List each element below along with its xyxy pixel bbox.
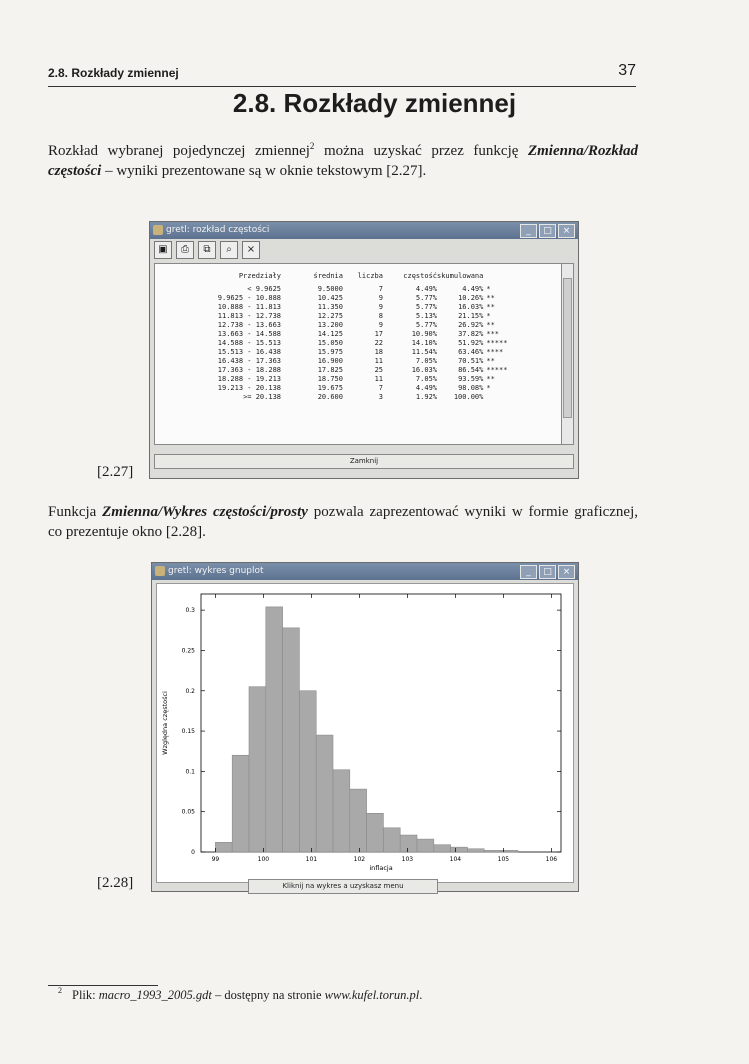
table-cell-mean: 15.050: [317, 339, 343, 347]
table-row: [163, 321, 526, 330]
table-cell-count: 9: [378, 303, 383, 311]
table-cell-count: 9: [378, 321, 383, 329]
table-cell-stars: [483, 393, 526, 402]
vertical-scrollbar[interactable]: [561, 263, 574, 445]
paragraph-2-text-b: pozwala zaprezentować wyniki w formie graficznej, co prezentuje okno [2.28].: [48, 504, 639, 540]
y-tick-label: 0.1: [185, 768, 195, 776]
gnuplot-window: [151, 562, 579, 892]
table-cell-interval: 13.663 - 14.588: [217, 330, 281, 338]
table-cell-interval: 18.288 - 19.213: [217, 375, 281, 383]
table-cell-stars: **: [486, 321, 495, 329]
running-header: [48, 64, 636, 87]
table-cell-cum: 51.92%: [458, 339, 484, 347]
figure-label-2-28: [2.28]: [97, 875, 134, 891]
table-cell-count: 3: [378, 393, 383, 401]
table-cell-mean: 16.900: [317, 357, 343, 365]
x-tick-label: 100: [257, 856, 270, 863]
table-cell-cum: 63.46%: [458, 348, 484, 356]
frequency-window-title: gretl: rozkład częstości: [166, 225, 270, 235]
y-tick-label: 0.2: [185, 687, 195, 695]
app-icon: [153, 225, 163, 235]
histogram-bar: [467, 849, 484, 852]
header-intervals: Przedziały: [238, 272, 281, 280]
table-cell-cum: 86.54%: [458, 366, 484, 374]
table-cell-interval: 19.213 - 20.138: [217, 384, 281, 392]
table-cell-interval: 12.738 - 13.663: [217, 321, 281, 329]
table-cell-interval: 17.363 - 18.288: [217, 366, 281, 374]
frequency-table: [163, 272, 526, 402]
table-cell-mean: 17.825: [317, 366, 343, 374]
table-cell-count: 25: [374, 366, 383, 374]
table-cell-cum: 26.92%: [458, 321, 484, 329]
paragraph-2-text-a: Funkcja: [48, 504, 103, 520]
table-cell-stars: *: [486, 384, 491, 392]
table-cell-interval: 16.438 - 17.363: [217, 357, 281, 365]
table-cell-stars: ****: [486, 348, 504, 356]
table-cell-mean: 14.125: [317, 330, 343, 338]
maximize-icon[interactable]: □: [539, 565, 556, 579]
histogram-bar: [400, 835, 417, 852]
maximize-icon[interactable]: □: [539, 224, 556, 238]
table-row: [163, 357, 526, 366]
table-cell-stars: **: [486, 303, 495, 311]
x-tick-label: 106: [545, 856, 558, 863]
table-row: [163, 312, 526, 321]
histogram-chart: [157, 584, 573, 882]
table-cell-cum: 98.08%: [458, 384, 484, 392]
paragraph-1-text-a: Rozkład wybranej pojedynczej zmiennej: [48, 143, 310, 159]
table-cell-pct: 7.05%: [415, 357, 437, 365]
table-cell-cum: 70.51%: [458, 357, 484, 365]
table-cell-stars: **: [486, 375, 495, 383]
table-cell-count: 17: [374, 330, 383, 338]
table-row: [163, 393, 526, 402]
histogram-bar: [333, 770, 350, 852]
close-button[interactable]: Zamknij: [154, 454, 574, 469]
x-tick-label: 105: [497, 856, 510, 863]
table-cell-stars: ***: [486, 330, 500, 338]
close-window-icon[interactable]: ×: [242, 241, 260, 259]
table-cell-cum: 16.03%: [458, 303, 484, 311]
histogram-bar: [249, 687, 266, 852]
table-cell-count: 11: [374, 357, 383, 365]
table-cell-stars: *****: [486, 339, 508, 347]
frequency-window-titlebar[interactable]: [150, 222, 578, 239]
frequency-output[interactable]: [154, 263, 562, 445]
histogram-bar: [232, 755, 249, 852]
table-cell-mean: 13.200: [317, 321, 343, 329]
menu-path-distribution: Zmienna/Rozkład częstości: [48, 143, 638, 179]
table-cell-count: 9: [378, 294, 383, 302]
gnuplot-window-titlebar[interactable]: [152, 563, 578, 580]
section-title: 2.8. Rozkłady zmiennej: [232, 88, 517, 118]
menu-path-plot: Zmienna/Wykres częstości/prosty: [102, 504, 308, 520]
close-icon[interactable]: ×: [558, 565, 575, 579]
footnote: [58, 986, 423, 1003]
footnote-text-a: Plik:: [72, 988, 99, 1002]
copy-icon[interactable]: ⧉: [198, 241, 216, 259]
table-row: [163, 366, 526, 375]
scrollbar-thumb[interactable]: [563, 278, 572, 418]
footnote-url[interactable]: www.kufel.torun.pl: [324, 988, 420, 1002]
y-tick-label: 0.25: [181, 647, 195, 655]
table-cell-cum: 93.59%: [458, 375, 484, 383]
table-cell-mean: 15.975: [317, 348, 343, 356]
paragraph-1-text-b: można uzyskać przez funkcję: [314, 143, 528, 159]
histogram-bar: [350, 789, 367, 852]
frequency-toolbar: [150, 239, 578, 261]
table-cell-pct: 5.77%: [415, 303, 437, 311]
table-cell-interval: < 9.9625: [247, 285, 281, 293]
table-cell-interval: >= 20.138: [243, 393, 281, 401]
table-cell-count: 7: [378, 285, 383, 293]
table-cell-pct: 4.49%: [415, 384, 437, 392]
gnuplot-window-title: gretl: wykres gnuplot: [168, 566, 264, 576]
table-row: [163, 375, 526, 384]
table-cell-cum: 21.15%: [458, 312, 484, 320]
plot-status-bar[interactable]: Kliknij na wykres a uzyskasz menu: [248, 879, 438, 894]
table-cell-pct: 10.90%: [411, 330, 437, 338]
histogram-plot[interactable]: [156, 583, 574, 883]
footnote-rule: [48, 985, 158, 986]
footnote-ref: 2: [309, 141, 315, 151]
figure-label-2-27: [2.27]: [97, 464, 134, 480]
footnote-file: macro_1993_2005.gdt: [98, 988, 212, 1002]
print-icon[interactable]: ⎙: [176, 241, 194, 259]
histogram-bar: [299, 691, 316, 852]
table-cell-cum: 100.00%: [453, 393, 484, 401]
footnote-text-c: .: [419, 988, 423, 1002]
page-number: 37: [618, 62, 636, 79]
table-cell-stars: *****: [486, 366, 508, 374]
table-cell-count: 11: [374, 375, 383, 383]
app-icon: [155, 566, 165, 576]
running-header-section: 2.8. Rozkłady zmiennej: [48, 66, 179, 80]
y-tick-label: 0.15: [181, 728, 195, 736]
y-tick-label: 0.05: [181, 808, 195, 816]
histogram-bar: [434, 845, 451, 852]
table-cell-pct: 5.13%: [415, 312, 437, 320]
paragraph-1-text-c: – wyniki prezentowane są w oknie tekstowym [2.27].: [101, 163, 427, 179]
table-cell-pct: 1.92%: [415, 393, 437, 401]
table-cell-mean: 11.350: [317, 303, 343, 311]
paragraph-2: [48, 502, 638, 542]
table-cell-mean: 19.675: [317, 384, 343, 392]
histogram-bar: [451, 847, 468, 852]
footnote-number: 2: [58, 986, 62, 995]
table-cell-count: 22: [374, 339, 383, 347]
table-cell-interval: 10.888 - 11.813: [217, 303, 281, 311]
table-cell-pct: 4.49%: [415, 285, 437, 293]
histogram-bar: [283, 628, 300, 852]
table-cell-stars: *: [486, 285, 491, 293]
table-row: [163, 285, 526, 294]
table-cell-pct: 5.77%: [415, 321, 437, 329]
histogram-bar: [484, 850, 501, 852]
table-row: [163, 303, 526, 312]
table-cell-stars: *: [486, 312, 491, 320]
header-frequency: częstość: [403, 272, 437, 280]
table-cell-cum: 4.49%: [462, 285, 484, 293]
table-cell-pct: 16.03%: [411, 366, 437, 374]
y-axis-label: Względna częstości: [161, 691, 169, 755]
table-row: [163, 348, 526, 357]
table-cell-mean: 9.5000: [317, 285, 343, 293]
close-icon[interactable]: ×: [558, 224, 575, 238]
search-icon[interactable]: ⌕: [220, 241, 238, 259]
save-icon[interactable]: ▣: [154, 241, 172, 259]
table-cell-count: 7: [378, 384, 383, 392]
histogram-bar: [215, 842, 232, 852]
frequency-window: [149, 221, 579, 479]
table-row: [163, 330, 526, 339]
x-tick-label: 99: [211, 856, 220, 863]
table-cell-mean: 20.600: [317, 393, 343, 401]
y-tick-label: 0.3: [185, 607, 195, 615]
table-row: [163, 339, 526, 348]
histogram-bar: [417, 839, 434, 852]
table-cell-cum: 37.82%: [458, 330, 484, 338]
table-row: [163, 384, 526, 393]
header-count: liczba: [357, 272, 383, 280]
x-tick-label: 101: [305, 856, 318, 863]
minimize-icon[interactable]: _: [520, 565, 537, 579]
minimize-icon[interactable]: _: [520, 224, 537, 238]
table-cell-pct: 14.10%: [411, 339, 437, 347]
table-cell-mean: 12.275: [317, 312, 343, 320]
table-cell-pct: 5.77%: [415, 294, 437, 302]
table-cell-mean: 10.425: [317, 294, 343, 302]
table-cell-interval: 15.513 - 16.438: [217, 348, 281, 356]
histogram-bar: [266, 607, 283, 852]
y-tick-label: 0: [191, 849, 195, 856]
table-cell-count: 8: [378, 312, 383, 320]
paragraph-1: [48, 141, 638, 181]
x-tick-label: 104: [449, 856, 462, 863]
table-cell-mean: 18.750: [317, 375, 343, 383]
histogram-bar: [367, 813, 384, 852]
histogram-bar: [383, 828, 400, 852]
x-tick-label: 103: [401, 856, 414, 863]
x-axis-label: inflacja: [369, 864, 393, 872]
x-tick-label: 102: [353, 856, 366, 863]
footnote-text-b: – dostępny na stronie: [211, 988, 325, 1002]
table-row: [163, 294, 526, 303]
table-cell-interval: 9.9625 - 10.888: [217, 294, 281, 302]
header-mean: średnia: [313, 272, 343, 280]
table-cell-count: 18: [374, 348, 383, 356]
table-cell-interval: 14.588 - 15.513: [217, 339, 281, 347]
table-cell-pct: 11.54%: [411, 348, 437, 356]
table-cell-stars: **: [486, 294, 495, 302]
table-cell-stars: **: [486, 357, 495, 365]
table-cell-interval: 11.813 - 12.738: [217, 312, 281, 320]
table-cell-cum: 10.26%: [458, 294, 484, 302]
header-cumulative: skumulowana: [437, 272, 484, 280]
histogram-bar: [316, 735, 333, 852]
table-cell-pct: 7.05%: [415, 375, 437, 383]
